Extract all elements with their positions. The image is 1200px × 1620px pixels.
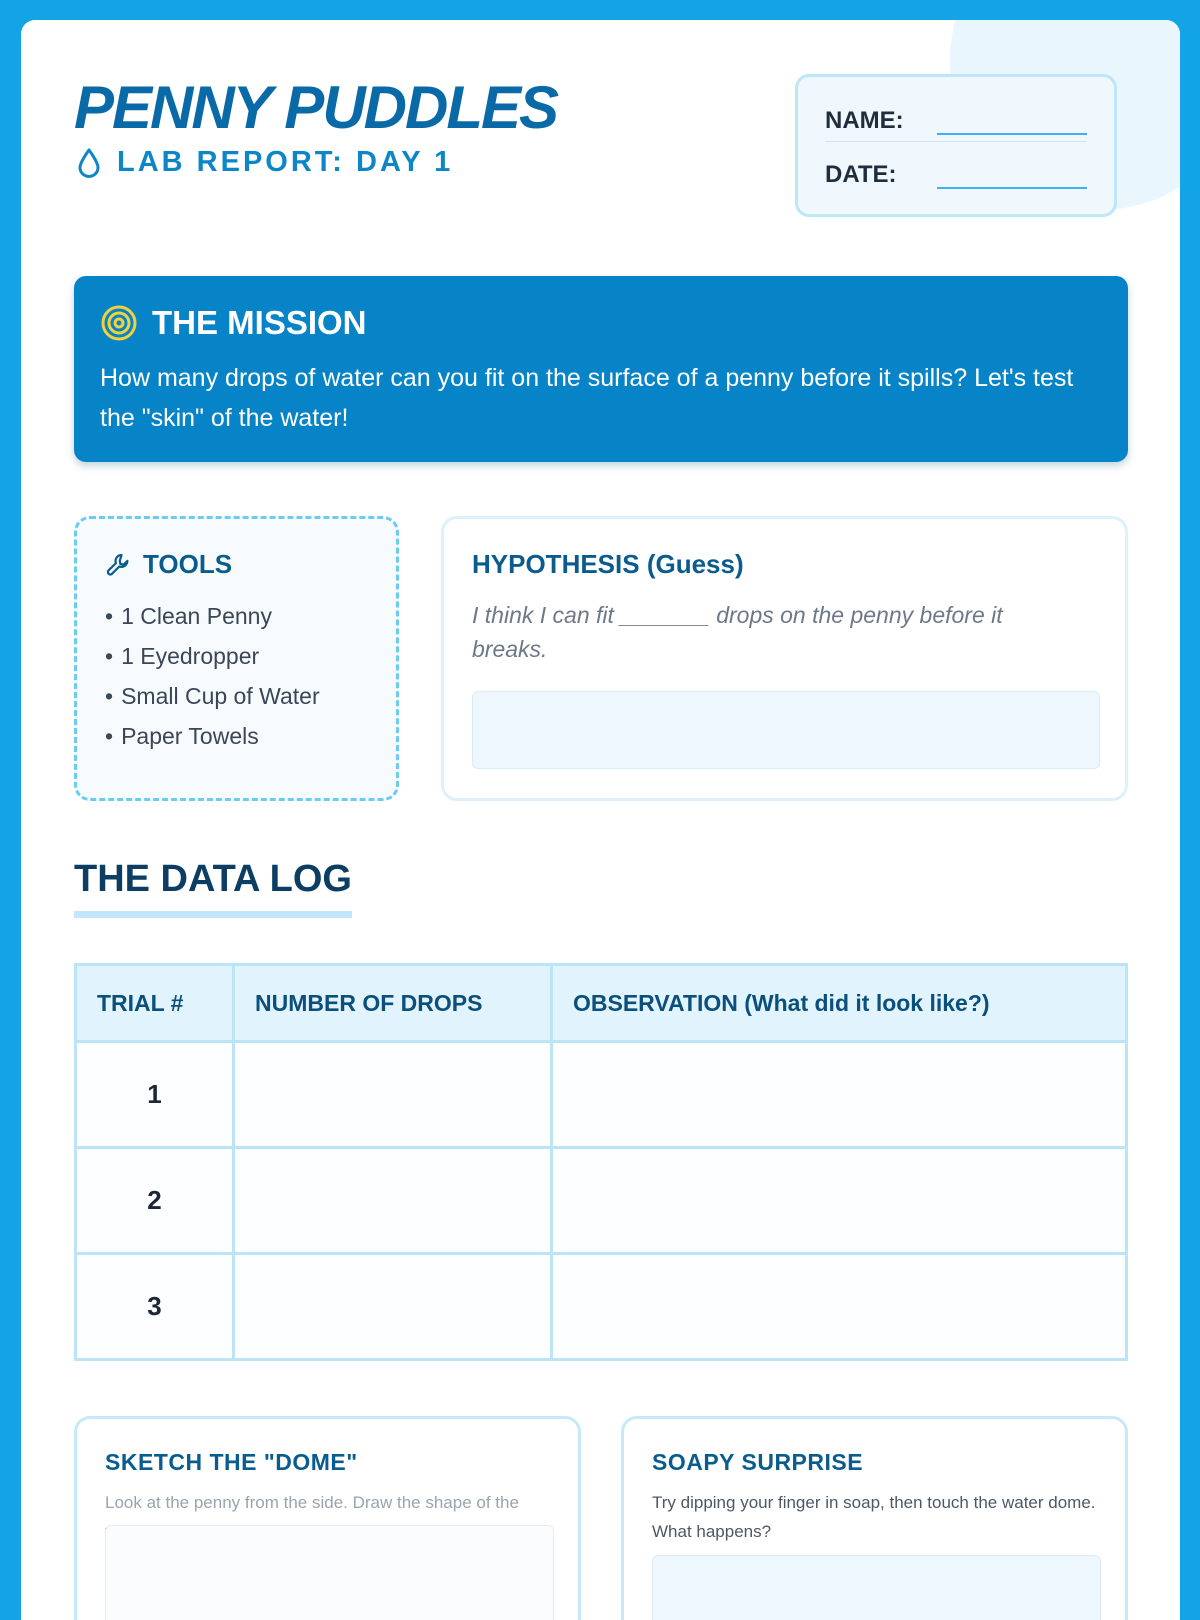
tool-item: • Paper Towels <box>105 716 396 756</box>
sketch-card <box>74 1416 581 1620</box>
data-log-title: THE DATA LOG <box>74 858 352 918</box>
droplet-icon <box>77 148 101 178</box>
subtitle-text: LAB REPORT: DAY 1 <box>117 146 454 178</box>
table-header-row <box>76 965 1127 1042</box>
trial-number: 1 <box>76 1042 234 1148</box>
mission-title: THE MISSION <box>152 304 367 341</box>
page-subtitle <box>77 146 453 179</box>
hypothesis-title: HYPOTHESIS (Guess) <box>472 549 744 579</box>
hypothesis-card <box>441 516 1128 801</box>
mission-panel <box>74 276 1128 462</box>
trial-number: 3 <box>76 1254 234 1360</box>
table-row <box>76 1254 1127 1360</box>
name-date-box <box>795 74 1117 217</box>
sketch-title: SKETCH THE "DOME" <box>105 1449 358 1475</box>
date-field[interactable] <box>937 161 1087 189</box>
mission-heading <box>100 304 1102 342</box>
data-log-table <box>74 963 1128 1361</box>
worksheet <box>21 20 1180 1620</box>
observation-cell[interactable] <box>552 1042 1127 1148</box>
soap-answer-box[interactable] <box>652 1555 1101 1620</box>
name-field[interactable] <box>937 107 1087 135</box>
soap-card <box>621 1416 1128 1620</box>
name-label: NAME: <box>825 107 904 134</box>
drops-cell[interactable] <box>234 1254 552 1360</box>
page-title: PENNY PUDDLES <box>74 74 558 141</box>
observation-cell[interactable] <box>552 1148 1127 1254</box>
observation-cell[interactable] <box>552 1254 1127 1360</box>
table-row <box>76 1042 1127 1148</box>
column-header-observation: OBSERVATION (What did it look like?) <box>552 965 1127 1042</box>
date-label: DATE: <box>825 161 897 188</box>
name-row <box>825 101 1087 142</box>
tool-item: • 1 Eyedropper <box>105 636 396 676</box>
date-row <box>825 155 1087 195</box>
column-header-trial: TRIAL # <box>76 965 234 1042</box>
tools-list <box>105 596 396 756</box>
mission-text: How many drops of water can you fit on the surface of a penny before it spills? Let's test the "skin" of the water! <box>100 364 1074 432</box>
target-icon <box>100 304 138 342</box>
drops-cell[interactable] <box>234 1148 552 1254</box>
sketch-text: Look at the penny from the side. Draw the shape of the <box>105 1493 519 1512</box>
wrench-icon <box>105 552 131 578</box>
tool-item: • Small Cup of Water <box>105 676 396 716</box>
tools-heading <box>105 549 396 580</box>
tools-card <box>74 516 399 801</box>
hypothesis-answer-box[interactable] <box>472 691 1100 769</box>
drops-cell[interactable] <box>234 1042 552 1148</box>
sketch-drawing-area[interactable] <box>105 1525 554 1620</box>
tool-item: • 1 Clean Penny <box>105 596 396 636</box>
tools-title: TOOLS <box>143 549 233 579</box>
soap-text: Try dipping your finger in soap, then touch the water dome. What happens? <box>652 1493 1096 1541</box>
hypothesis-prompt: I think I can fit _______ drops on the penny before it breaks. <box>472 602 1003 662</box>
soap-title: SOAPY SURPRISE <box>652 1449 864 1475</box>
table-row <box>76 1148 1127 1254</box>
column-header-drops: NUMBER OF DROPS <box>234 965 552 1042</box>
trial-number: 2 <box>76 1148 234 1254</box>
